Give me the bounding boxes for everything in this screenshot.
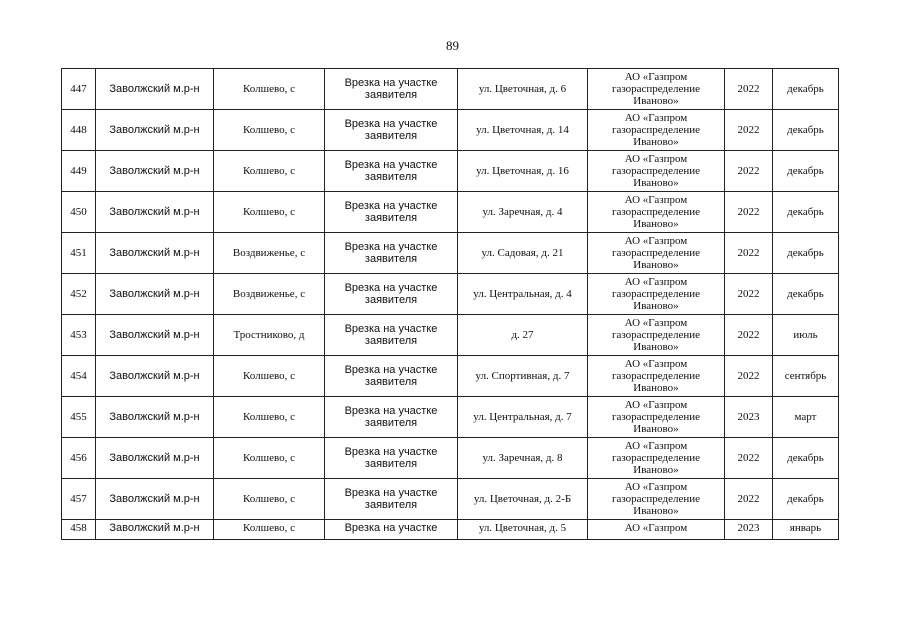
district-cell: Заволжский м.р-н [96, 274, 214, 315]
work-type-cell-line: заявителя [364, 89, 418, 101]
work-type-cell-line: Врезка на участке [344, 159, 438, 171]
work-type-cell [325, 274, 458, 315]
address-cell: ул. Заречная, д. 4 [458, 192, 588, 233]
organization-cell-line: Иваново» [633, 259, 679, 271]
year-cell: 2022 [725, 315, 773, 356]
row-number-cell: 453 [62, 315, 96, 356]
work-type-cell [325, 151, 458, 192]
organization-cell-line: Иваново» [633, 218, 679, 230]
organization-cell-line: Иваново» [633, 300, 679, 312]
month-cell: декабрь [773, 151, 839, 192]
year-cell: 2022 [725, 438, 773, 479]
organization-cell-line: Иваново» [633, 341, 679, 353]
organization-cell-line: АО «Газпром [624, 440, 688, 452]
organization-cell-line: АО «Газпром [624, 399, 688, 411]
organization-cell-line: Иваново» [633, 505, 679, 517]
organization-cell-line: газораспределение [611, 124, 701, 136]
month-cell: декабрь [773, 110, 839, 151]
work-type-cell [325, 356, 458, 397]
settlement-cell: Колшево, с [214, 479, 325, 520]
work-type-cell-line: заявителя [364, 376, 418, 388]
organization-cell-line: Иваново» [633, 423, 679, 435]
work-type-cell-line: Врезка на участке [344, 118, 438, 130]
year-cell: 2023 [725, 520, 773, 540]
work-type-cell-line: заявителя [364, 130, 418, 142]
district-cell: Заволжский м.р-н [96, 520, 214, 540]
organization-cell-line: газораспределение [611, 411, 701, 423]
year-cell: 2022 [725, 69, 773, 110]
address-cell: ул. Цветочная, д. 6 [458, 69, 588, 110]
work-type-cell-line: Врезка на участке [344, 522, 438, 534]
settlement-cell: Колшево, с [214, 356, 325, 397]
month-cell: декабрь [773, 69, 839, 110]
row-number-cell: 449 [62, 151, 96, 192]
table-row [62, 438, 839, 479]
year-cell: 2022 [725, 192, 773, 233]
year-cell: 2023 [725, 397, 773, 438]
row-number-cell: 458 [62, 520, 96, 540]
row-number-cell: 454 [62, 356, 96, 397]
work-type-cell-line: Врезка на участке [344, 405, 438, 417]
month-cell: март [773, 397, 839, 438]
organization-cell-line: АО «Газпром [624, 112, 688, 124]
table-row [62, 520, 839, 540]
row-number-cell: 455 [62, 397, 96, 438]
work-type-cell-line: заявителя [364, 171, 418, 183]
organization-cell-line: АО «Газпром [624, 358, 688, 370]
work-type-cell-line: Врезка на участке [344, 241, 438, 253]
settlement-cell: Колшево, с [214, 397, 325, 438]
organization-cell-line: газораспределение [611, 452, 701, 464]
table-row [62, 479, 839, 520]
table-row [62, 274, 839, 315]
year-cell: 2022 [725, 356, 773, 397]
organization-cell [588, 233, 725, 274]
address-cell: д. 27 [458, 315, 588, 356]
organization-cell-line: АО «Газпром [624, 317, 688, 329]
row-number-cell: 456 [62, 438, 96, 479]
month-cell: декабрь [773, 479, 839, 520]
district-cell: Заволжский м.р-н [96, 192, 214, 233]
organization-cell-line: Иваново» [633, 95, 679, 107]
year-cell: 2022 [725, 110, 773, 151]
organization-cell-line: газораспределение [611, 165, 701, 177]
year-cell: 2022 [725, 151, 773, 192]
organization-cell [588, 520, 725, 540]
organization-cell-line: Иваново» [633, 382, 679, 394]
work-type-cell-line: Врезка на участке [344, 282, 438, 294]
settlement-cell: Колшево, с [214, 69, 325, 110]
settlement-cell: Колшево, с [214, 110, 325, 151]
month-cell: декабрь [773, 274, 839, 315]
district-cell: Заволжский м.р-н [96, 110, 214, 151]
organization-cell [588, 479, 725, 520]
organization-cell-line: АО «Газпром [624, 194, 688, 206]
work-type-cell-line: Врезка на участке [344, 200, 438, 212]
organization-cell-line: АО «Газпром [624, 235, 688, 247]
work-type-cell [325, 69, 458, 110]
table-row [62, 192, 839, 233]
organization-cell-line: газораспределение [611, 247, 701, 259]
work-type-cell-line: Врезка на участке [344, 446, 438, 458]
district-cell: Заволжский м.р-н [96, 438, 214, 479]
organization-cell-line: АО «Газпром [624, 276, 688, 288]
organization-cell [588, 192, 725, 233]
page-number: 89 [446, 38, 459, 53]
row-number-cell: 448 [62, 110, 96, 151]
address-cell: ул. Цветочная, д. 16 [458, 151, 588, 192]
work-type-cell-line: заявителя [364, 458, 418, 470]
organization-cell-line: АО «Газпром [624, 522, 688, 534]
address-cell: ул. Центральная, д. 7 [458, 397, 588, 438]
year-cell: 2022 [725, 274, 773, 315]
address-cell: ул. Спортивная, д. 7 [458, 356, 588, 397]
settlement-cell: Воздвиженье, с [214, 274, 325, 315]
organization-cell [588, 69, 725, 110]
organization-cell [588, 438, 725, 479]
organization-cell-line: Иваново» [633, 177, 679, 189]
work-type-cell [325, 520, 458, 540]
district-cell: Заволжский м.р-н [96, 397, 214, 438]
row-number-cell: 447 [62, 69, 96, 110]
month-cell: июль [773, 315, 839, 356]
district-cell: Заволжский м.р-н [96, 151, 214, 192]
year-cell: 2022 [725, 479, 773, 520]
row-number-cell: 450 [62, 192, 96, 233]
district-cell: Заволжский м.р-н [96, 356, 214, 397]
settlement-cell: Колшево, с [214, 151, 325, 192]
organization-cell-line: АО «Газпром [624, 481, 688, 493]
work-type-cell-line: Врезка на участке [344, 77, 438, 89]
settlement-cell: Воздвиженье, с [214, 233, 325, 274]
settlement-cell: Колшево, с [214, 192, 325, 233]
district-cell: Заволжский м.р-н [96, 69, 214, 110]
work-type-cell [325, 233, 458, 274]
table-row [62, 315, 839, 356]
organization-cell-line: газораспределение [611, 329, 701, 341]
table-row [62, 356, 839, 397]
organization-cell-line: АО «Газпром [624, 71, 688, 83]
address-cell: ул. Садовая, д. 21 [458, 233, 588, 274]
work-type-cell [325, 479, 458, 520]
organization-cell [588, 315, 725, 356]
work-type-cell-line: заявителя [364, 335, 418, 347]
month-cell: декабрь [773, 233, 839, 274]
organization-cell-line: газораспределение [611, 370, 701, 382]
work-type-cell-line: Врезка на участке [344, 364, 438, 376]
work-type-cell [325, 438, 458, 479]
work-type-cell-line: заявителя [364, 294, 418, 306]
organization-cell-line: газораспределение [611, 83, 701, 95]
address-cell: ул. Заречная, д. 8 [458, 438, 588, 479]
address-cell: ул. Центральная, д. 4 [458, 274, 588, 315]
organization-cell-line: Иваново» [633, 464, 679, 476]
work-type-cell [325, 110, 458, 151]
work-type-cell [325, 315, 458, 356]
organization-cell-line: АО «Газпром [624, 153, 688, 165]
settlement-cell: Колшево, с [214, 438, 325, 479]
gasification-table [61, 68, 839, 540]
organization-cell [588, 397, 725, 438]
month-cell: январь [773, 520, 839, 540]
organization-cell-line: Иваново» [633, 136, 679, 148]
table-row [62, 151, 839, 192]
table-row [62, 233, 839, 274]
organization-cell-line: газораспределение [611, 493, 701, 505]
year-cell: 2022 [725, 233, 773, 274]
settlement-cell: Тростниково, д [214, 315, 325, 356]
table-row [62, 110, 839, 151]
work-type-cell-line: заявителя [364, 253, 418, 265]
month-cell: декабрь [773, 438, 839, 479]
row-number-cell: 457 [62, 479, 96, 520]
organization-cell-line: газораспределение [611, 288, 701, 300]
district-cell: Заволжский м.р-н [96, 479, 214, 520]
address-cell: ул. Цветочная, д. 14 [458, 110, 588, 151]
work-type-cell-line: заявителя [364, 499, 418, 511]
address-cell: ул. Цветочная, д. 2-Б [458, 479, 588, 520]
organization-cell-line: газораспределение [611, 206, 701, 218]
district-cell: Заволжский м.р-н [96, 315, 214, 356]
row-number-cell: 451 [62, 233, 96, 274]
address-cell: ул. Цветочная, д. 5 [458, 520, 588, 540]
organization-cell [588, 274, 725, 315]
organization-cell [588, 151, 725, 192]
work-type-cell-line: заявителя [364, 417, 418, 429]
table-row [62, 397, 839, 438]
row-number-cell: 452 [62, 274, 96, 315]
work-type-cell [325, 397, 458, 438]
organization-cell [588, 356, 725, 397]
work-type-cell-line: Врезка на участке [344, 487, 438, 499]
work-type-cell-line: Врезка на участке [344, 323, 438, 335]
district-cell: Заволжский м.р-н [96, 233, 214, 274]
work-type-cell-line: заявителя [364, 212, 418, 224]
work-type-cell [325, 192, 458, 233]
table-row [62, 69, 839, 110]
month-cell: сентябрь [773, 356, 839, 397]
settlement-cell: Колшево, с [214, 520, 325, 540]
organization-cell [588, 110, 725, 151]
month-cell: декабрь [773, 192, 839, 233]
